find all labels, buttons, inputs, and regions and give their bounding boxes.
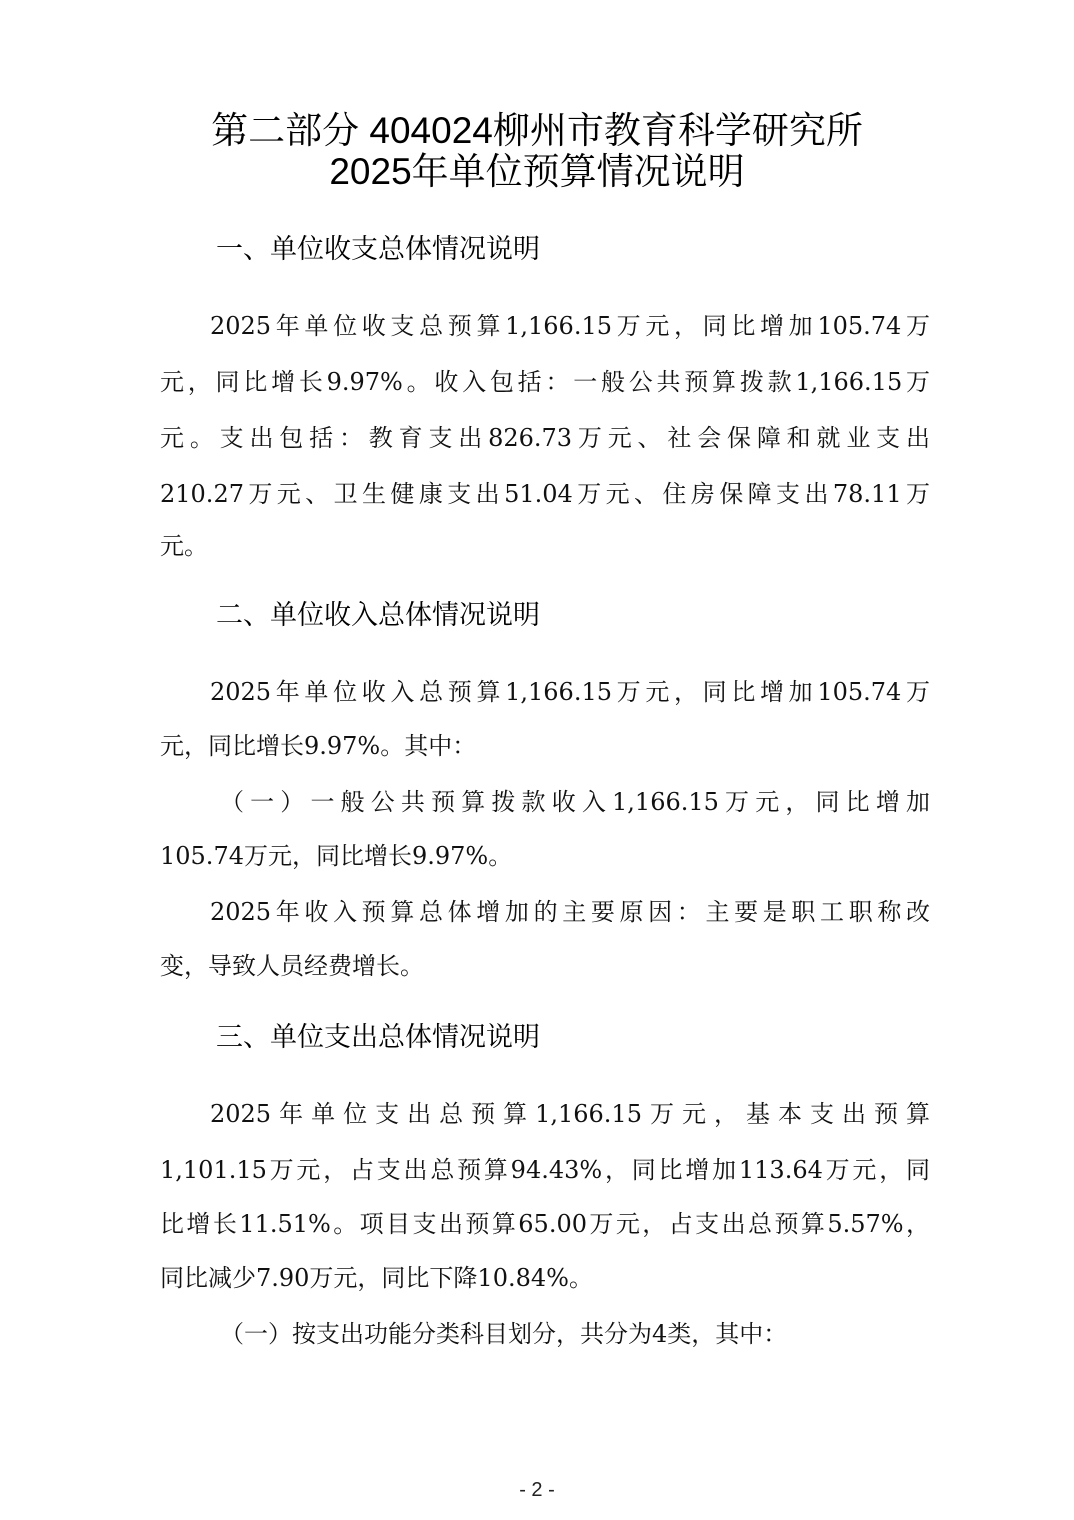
section-2-heading: 二、单位收入总体情况说明: [216, 600, 540, 631]
section-2-line-1: 2025年单位收入总预算1,166.15万元，同比增加105.74万: [210, 678, 930, 706]
document-title-line-1: 第二部分 404024柳州市教育科学研究所: [211, 110, 863, 151]
section-1-heading: 一、单位收支总体情况说明: [216, 234, 540, 265]
section-3-line-3: 比增长11.51%。项目支出预算65.00万元，占支出总预算5.57%，: [160, 1210, 930, 1238]
section-2-line-6: 变，导致人员经费增长。: [160, 952, 424, 980]
page-number: - 2 -: [519, 1479, 555, 1501]
section-1-line-1: 2025年单位收支总预算1,166.15万元，同比增加105.74万: [210, 312, 930, 340]
section-1-line-5: 元。: [160, 532, 208, 560]
section-2-line-4: 105.74万元，同比增长9.97%。: [160, 842, 513, 870]
section-3-line-2: 1,101.15万元，占支出总预算94.43%，同比增加113.64万元，同: [160, 1156, 930, 1184]
section-3-line-1: 2025年单位支出总预算1,166.15万元，基本支出预算: [210, 1100, 930, 1128]
section-1-line-4: 210.27万元、卫生健康支出51.04万元、住房保障支出78.11万: [160, 480, 930, 508]
section-3-line-5: （一）按支出功能分类科目划分，共分为4类，其中：: [220, 1320, 788, 1348]
section-2-line-5: 2025年收入预算总体增加的主要原因：主要是职工职称改: [210, 898, 930, 926]
section-1-line-2: 元，同比增长9.97%。收入包括：一般公共预算拨款1,166.15万: [160, 368, 930, 396]
section-3-line-4: 同比减少7.90万元，同比下降10.84%。: [160, 1264, 593, 1292]
document-title-line-2: 2025年单位预算情况说明: [329, 151, 745, 192]
section-2-line-2: 元，同比增长9.97%。其中：: [160, 732, 477, 760]
section-1-line-3: 元。支出包括：教育支出826.73万元、社会保障和就业支出: [160, 424, 930, 452]
section-3-heading: 三、单位支出总体情况说明: [216, 1022, 540, 1053]
section-2-line-3: （一）一般公共预算拨款收入1,166.15万元，同比增加: [220, 788, 930, 816]
